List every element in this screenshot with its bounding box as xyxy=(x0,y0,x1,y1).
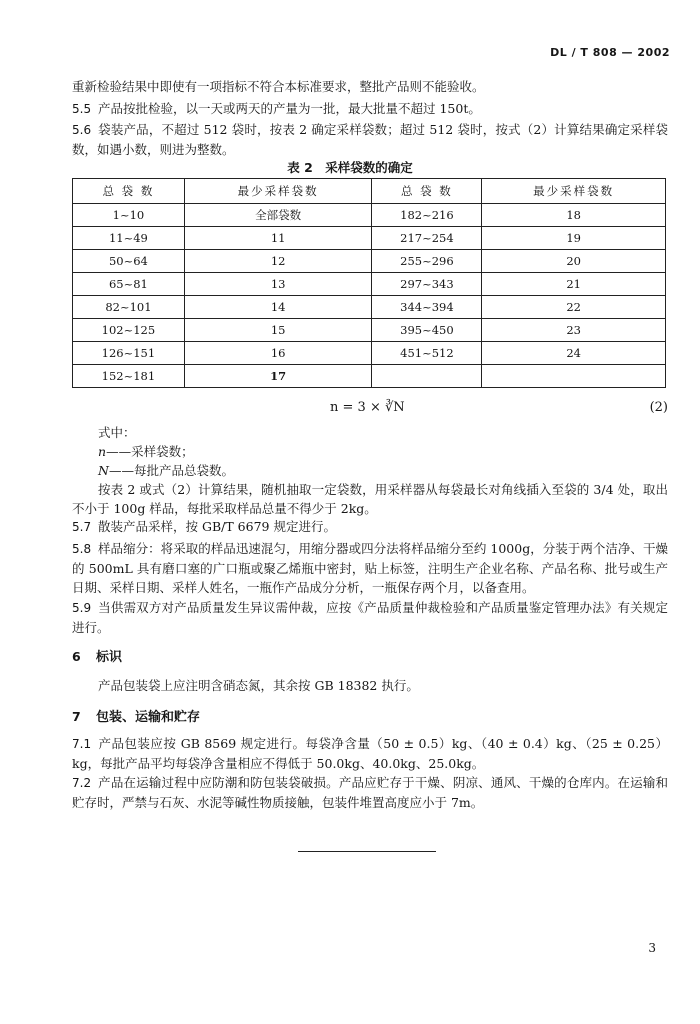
section-6-text: 产品包装袋上应注明含硝态氮，其余按 GB 18382 执行。 xyxy=(98,678,419,693)
table-cell: 13 xyxy=(184,273,372,296)
symbol-n-desc: ——采样袋数； xyxy=(106,444,194,459)
table-cell: 451~512 xyxy=(372,342,482,365)
table-cell: 217~254 xyxy=(372,227,482,250)
symbol-N: N xyxy=(98,463,109,478)
clause-number: 5.7 xyxy=(72,520,92,534)
clause-number: 5.9 xyxy=(72,601,92,615)
clause-text: 散装产品采样，按 GB/T 6679 规定进行。 xyxy=(98,519,336,534)
clause-text: 产品按批检验，以一天或两天的产量为一批，最大批量不超过 150t。 xyxy=(98,101,481,116)
table-caption: 表 2 采样袋数的确定 xyxy=(287,160,413,175)
section-number: 6 xyxy=(72,649,81,664)
table-cell: 11~49 xyxy=(73,227,185,250)
clause-text: 产品包装应按 GB 8569 规定进行。每袋净含量（50 ± 0.5）kg、（40 ± 0.4）kg、（25 ± 0.25）kg，每批产品平均每袋净含量相应不得低于 50.0kg、40.0kg、25.0kg。 xyxy=(72,736,668,771)
table-cell: 102~125 xyxy=(73,319,185,342)
table-row xyxy=(73,342,666,365)
clause-number: 5.6 xyxy=(72,123,92,137)
table-cell: 17 xyxy=(184,365,372,388)
table-row xyxy=(73,204,666,227)
clause-5-8 xyxy=(72,539,668,597)
clause-number: 5.8 xyxy=(72,542,92,556)
table-cell: 16 xyxy=(184,342,372,365)
table-cell: 14 xyxy=(184,296,372,319)
clause-5-5 xyxy=(72,99,668,119)
table-row xyxy=(73,319,666,342)
table-row xyxy=(73,273,666,296)
table-cell: 全部袋数 xyxy=(184,204,372,227)
table-cell: 152~181 xyxy=(73,365,185,388)
table-cell xyxy=(482,365,666,388)
table-cell: 11 xyxy=(184,227,372,250)
header-min-sample-bags: 最少采样袋数 xyxy=(482,179,666,204)
table-cell: 255~296 xyxy=(372,250,482,273)
formula-2 xyxy=(330,400,405,415)
page-number: 3 xyxy=(648,941,656,955)
clause-5-6 xyxy=(72,120,668,159)
where-N xyxy=(98,461,234,480)
header-total-bags: 总 袋 数 xyxy=(73,179,185,204)
table-row xyxy=(73,250,666,273)
section-6-heading xyxy=(72,646,122,665)
table-cell: 19 xyxy=(482,227,666,250)
section-number: 7 xyxy=(72,709,81,724)
clause-number: 7.2 xyxy=(72,776,92,790)
clause-number: 7.1 xyxy=(72,737,92,751)
clause-7-2 xyxy=(72,773,668,812)
table-cell: 50~64 xyxy=(73,250,185,273)
table-cell: 344~394 xyxy=(372,296,482,319)
clause-text: 样品缩分：将采取的样品迅速混匀，用缩分器或四分法将样品缩分至约 1000g，分装于两个洁净、干燥的 500mL 具有磨口塞的广口瓶或聚乙烯瓶中密封，贴上标签，注明生产企业名称、产品名称、批号或生产日期、采样日期、采样人姓名，一瓶作产品成分分析，一瓶保存两个月，以备查用。 xyxy=(72,541,668,595)
table-cell: 182~216 xyxy=(372,204,482,227)
table-cell: 297~343 xyxy=(372,273,482,296)
table-cell: 21 xyxy=(482,273,666,296)
table-cell: 395~450 xyxy=(372,319,482,342)
section-title: 包装、运输和贮存 xyxy=(96,710,201,725)
where-n xyxy=(98,442,194,461)
clause-text: 当供需双方对产品质量发生异议需仲裁，应按《产品质量仲裁检验和产品质量鉴定管理办法》有关规定进行。 xyxy=(72,600,668,635)
header-min-sample-bags: 最少采样袋数 xyxy=(184,179,372,204)
formula-rhs: = 3 × ∛N xyxy=(342,400,405,415)
formula-number: (2) xyxy=(649,400,668,415)
clause-5-9 xyxy=(72,598,668,637)
section-title: 标识 xyxy=(96,650,123,665)
clause-5-7 xyxy=(72,517,668,537)
table-cell: 24 xyxy=(482,342,666,365)
table-cell: 22 xyxy=(482,296,666,319)
paragraph-sampling: 按表 2 或式（2）计算结果，随机抽取一定袋数，用采样器从每袋最长对角线插入至袋的 3/4 处，取出不小于 100g 样品，每批采取样品总量不得少于 2kg。 xyxy=(72,482,668,516)
where-label: 式中： xyxy=(98,425,136,440)
table-header-row xyxy=(73,179,666,204)
clause-7-1 xyxy=(72,734,668,773)
sampling-bags-table xyxy=(72,178,666,388)
clause-text: 袋装产品，不超过 512 袋时，按表 2 确定采样袋数；超过 512 袋时，按式（2）计算结果确定采样袋数，如遇小数，则进为整数。 xyxy=(72,122,668,157)
clause-text: 产品在运输过程中应防潮和防包装袋破损。产品应贮存于干燥、阴凉、通风、干燥的仓库内。在运输和贮存时，严禁与石灰、水泥等碱性物质接触，包装件堆置高度应小于 7m。 xyxy=(72,775,668,810)
table-row xyxy=(73,227,666,250)
table-cell xyxy=(372,365,482,388)
end-rule xyxy=(298,851,436,852)
section-7-heading xyxy=(72,706,200,725)
symbol-N-desc: ——每批产品总袋数。 xyxy=(108,463,234,478)
table-cell: 65~81 xyxy=(73,273,185,296)
header-total-bags: 总 袋 数 xyxy=(372,179,482,204)
table-cell: 82~101 xyxy=(73,296,185,319)
table-cell: 126~151 xyxy=(73,342,185,365)
clause-number: 5.5 xyxy=(72,102,92,116)
table-row xyxy=(73,296,666,319)
table-cell: 12 xyxy=(184,250,372,273)
table-cell: 15 xyxy=(184,319,372,342)
table-row xyxy=(73,365,666,388)
symbol-n: n xyxy=(98,444,107,459)
paragraph-continuation: 重新检验结果中即使有一项指标不符合本标准要求，整批产品则不能验收。 xyxy=(72,79,485,94)
table-cell: 23 xyxy=(482,319,666,342)
table-cell: 18 xyxy=(482,204,666,227)
table-cell: 1~10 xyxy=(73,204,185,227)
header-doc-id: DL / T 808 — 2002 xyxy=(550,46,670,59)
table-cell: 20 xyxy=(482,250,666,273)
formula-lhs: n xyxy=(330,400,339,415)
